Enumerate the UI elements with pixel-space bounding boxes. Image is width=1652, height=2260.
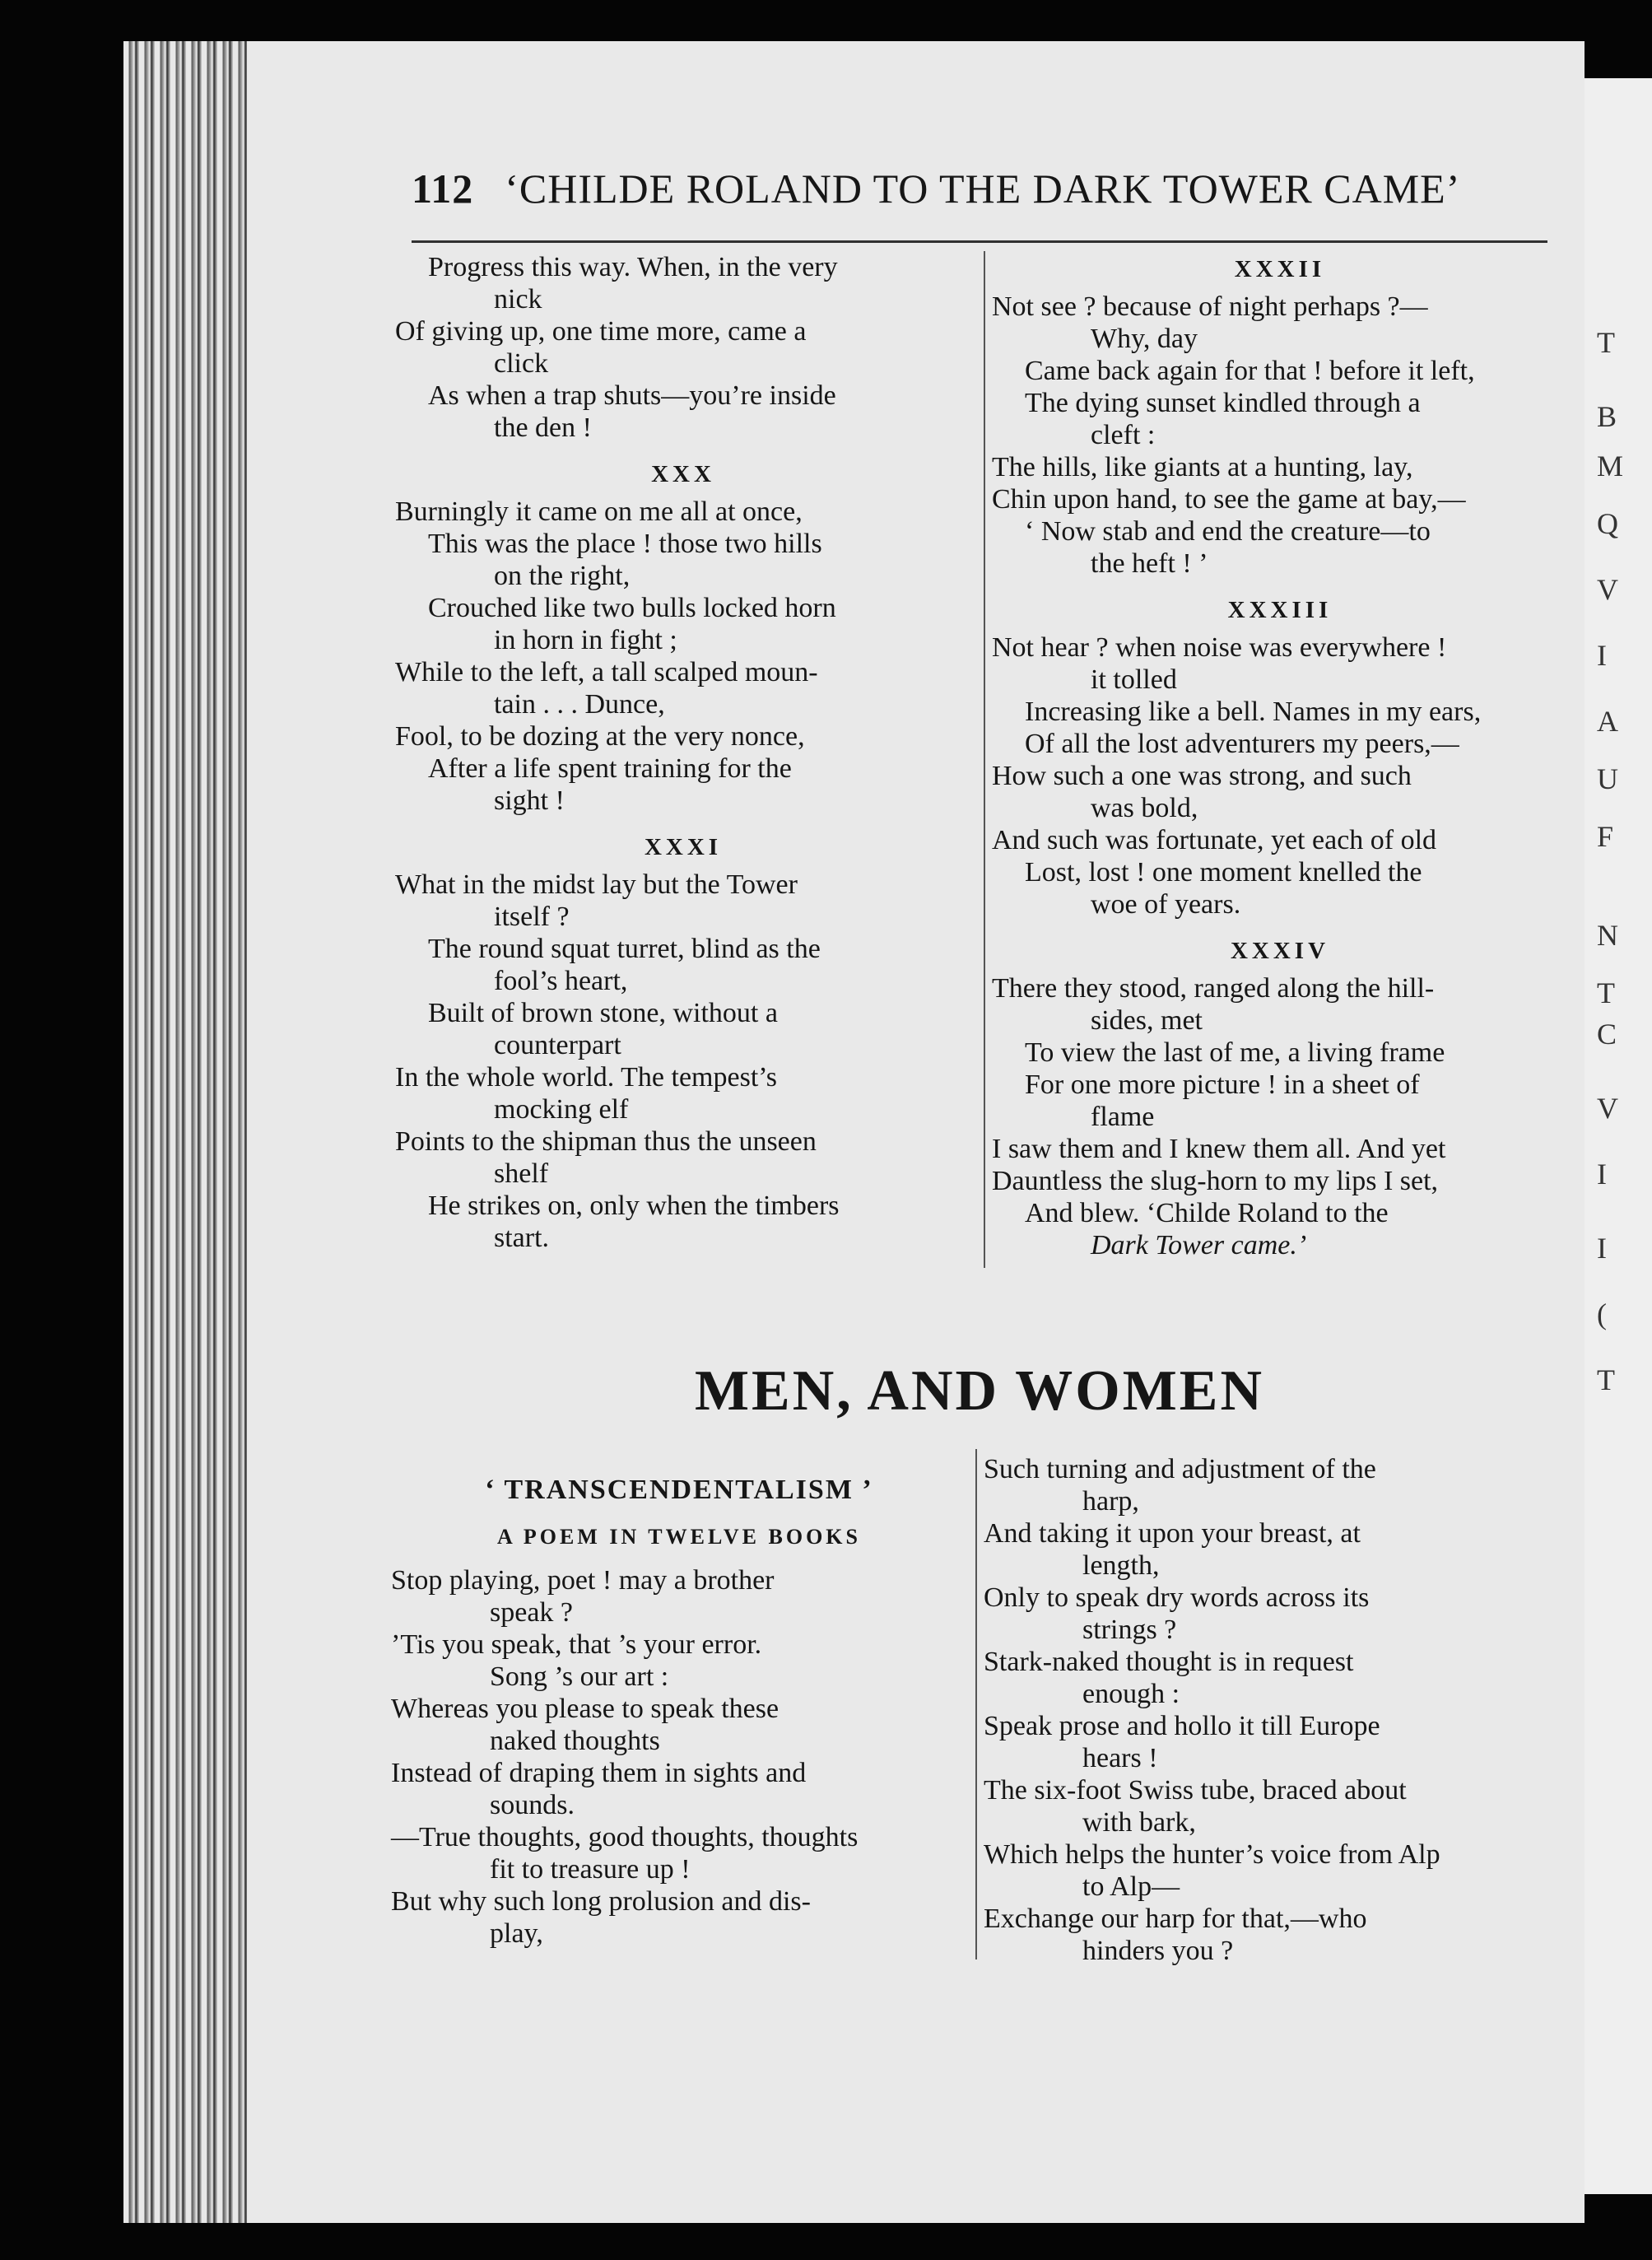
poem-left-column bbox=[391, 1474, 967, 1950]
verse-line: fit to treasure up ! bbox=[490, 1854, 691, 1885]
verse-line: Built of brown stone, without a bbox=[428, 998, 778, 1028]
verse-line: The dying sunset kindled through a bbox=[1025, 388, 1421, 418]
verse-line: click bbox=[494, 348, 549, 379]
section-title: MEN, AND WOMEN bbox=[694, 1359, 1265, 1423]
facing-page-letter: T bbox=[1597, 326, 1615, 359]
stanza-number: XXXIV bbox=[1230, 938, 1330, 964]
verse-line: Only to speak dry words across its bbox=[984, 1582, 1370, 1613]
verse-line: Lost, lost ! one moment knelled the bbox=[1025, 857, 1422, 888]
verse-line: Instead of draping them in sights and bbox=[391, 1758, 807, 1788]
verse-line: —True thoughts, good thoughts, thoughts bbox=[391, 1822, 859, 1852]
verse-line: hears ! bbox=[1082, 1743, 1158, 1773]
verse-line: ’Tis you speak, that ’s your error. bbox=[391, 1629, 762, 1660]
verse-line: enough : bbox=[1082, 1679, 1180, 1709]
verse-line: tain . . . Dunce, bbox=[494, 689, 665, 720]
verse-line: Chin upon hand, to see the game at bay,— bbox=[992, 484, 1466, 515]
verse-line: Stop playing, poet ! may a brother bbox=[391, 1565, 775, 1596]
facing-page-letter: C bbox=[1597, 1018, 1617, 1051]
verse-line: Burningly it came on me all at once, bbox=[395, 496, 803, 527]
verse-line: For one more picture ! in a sheet of bbox=[1025, 1069, 1420, 1100]
stanza-number: XXXI bbox=[644, 834, 723, 860]
verse-line: cleft : bbox=[1091, 420, 1156, 450]
verse-line: I saw them and I knew them all. And yet bbox=[992, 1134, 1446, 1164]
verse-line: How such a one was strong, and such bbox=[992, 761, 1412, 791]
verse-line: The hills, like giants at a hunting, lay, bbox=[992, 452, 1413, 482]
verse-line: in horn in fight ; bbox=[494, 625, 677, 655]
poem-right-column bbox=[984, 1453, 1560, 1967]
running-title: ‘CHILDE ROLAND TO THE DARK TOWER CAME’ bbox=[505, 165, 1461, 212]
verse-line: length, bbox=[1082, 1550, 1160, 1581]
verse-line: itself ? bbox=[494, 902, 570, 932]
verse-line: mocking elf bbox=[494, 1094, 629, 1125]
left-column-top bbox=[395, 251, 971, 1254]
verse-line: And blew. ‘Childe Roland to the bbox=[1025, 1198, 1389, 1228]
verse-line: And taking it upon your breast, at bbox=[984, 1518, 1361, 1549]
facing-page-letter: T bbox=[1597, 1363, 1615, 1396]
verse-line: Such turning and adjustment of the bbox=[984, 1454, 1376, 1484]
verse-line: Speak prose and hollo it till Europe bbox=[984, 1711, 1380, 1741]
verse-line: to Alp— bbox=[1082, 1871, 1180, 1902]
verse-line: play, bbox=[490, 1918, 543, 1949]
verse-line: counterpart bbox=[494, 1030, 621, 1060]
poem-subtitle: A POEM IN TWELVE BOOKS bbox=[497, 1525, 861, 1549]
verse-line: There they stood, ranged along the hill- bbox=[992, 973, 1435, 1004]
verse-line: Not hear ? when noise was everywhere ! bbox=[992, 632, 1447, 663]
verse-line: In the whole world. The tempest’s bbox=[395, 1062, 777, 1093]
verse-line: Stark-naked thought is in request bbox=[984, 1647, 1354, 1677]
verse-line: the heft ! ’ bbox=[1091, 548, 1208, 579]
verse-line: Increasing like a bell. Names in my ears, bbox=[1025, 697, 1482, 727]
facing-page-letter: U bbox=[1597, 762, 1618, 795]
stanza-number: XXX bbox=[651, 461, 715, 487]
verse-line: Came back again for that ! before it left, bbox=[1025, 356, 1475, 386]
verse-line: sounds. bbox=[490, 1790, 575, 1820]
verse-line: sight ! bbox=[494, 785, 565, 816]
verse-line: Fool, to be dozing at the very nonce, bbox=[395, 721, 805, 752]
verse-line: What in the midst lay but the Tower bbox=[395, 869, 798, 900]
stanza-number: XXXIII bbox=[1227, 597, 1333, 623]
verse-line: Of giving up, one time more, came a bbox=[395, 316, 807, 347]
facing-page-letter: I bbox=[1597, 1158, 1607, 1191]
verse-line: shelf bbox=[494, 1158, 549, 1189]
verse-line: ‘ Now stab and end the creature—to bbox=[1025, 516, 1431, 547]
verse-line: And such was fortunate, yet each of old bbox=[992, 825, 1437, 855]
facing-page-letter: I bbox=[1597, 639, 1607, 672]
verse-line: naked thoughts bbox=[490, 1726, 660, 1756]
verse-line: it tolled bbox=[1091, 664, 1177, 695]
verse-line: But why such long prolusion and dis- bbox=[391, 1886, 811, 1917]
verse-line: sides, met bbox=[1091, 1005, 1203, 1036]
verse-line: Of all the lost adventurers my peers,— bbox=[1025, 729, 1459, 759]
verse-line: Dauntless the slug-horn to my lips I set, bbox=[992, 1166, 1439, 1196]
verse-line: Not see ? because of night perhaps ?— bbox=[992, 291, 1428, 322]
verse-line: While to the left, a tall scalped moun- bbox=[395, 657, 818, 687]
verse-line: To view the last of me, a living frame bbox=[1025, 1037, 1445, 1068]
verse-line: harp, bbox=[1082, 1486, 1139, 1517]
poem-title: ‘ TRANSCENDENTALISM ’ bbox=[485, 1475, 873, 1505]
verse-line: woe of years. bbox=[1091, 889, 1241, 920]
verse-line: After a life spent training for the bbox=[428, 753, 792, 784]
facing-page-letter: M bbox=[1597, 450, 1624, 482]
verse-line: fool’s heart, bbox=[494, 966, 628, 996]
book-spine-edge bbox=[123, 41, 263, 2223]
verse-line: The round squat turret, blind as the bbox=[428, 934, 821, 964]
facing-page-letter: N bbox=[1597, 919, 1618, 952]
facing-page-edge bbox=[1585, 78, 1652, 2194]
verse-line: was bold, bbox=[1091, 793, 1198, 823]
verse-line: Points to the shipman thus the unseen bbox=[395, 1126, 817, 1157]
verse-line: Exchange our harp for that,—who bbox=[984, 1904, 1367, 1934]
verse-line: The six-foot Swiss tube, braced about bbox=[984, 1775, 1407, 1806]
verse-line: Progress this way. When, in the very bbox=[428, 252, 838, 282]
verse-line: speak ? bbox=[490, 1597, 574, 1628]
verse-line: start. bbox=[494, 1223, 550, 1253]
verse-line: on the right, bbox=[494, 561, 631, 591]
verse-line: nick bbox=[494, 284, 542, 315]
page-number: 112 bbox=[412, 165, 474, 212]
verse-line: This was the place ! those two hills bbox=[428, 529, 822, 559]
facing-page-letter: ( bbox=[1597, 1298, 1607, 1330]
verse-line: Song ’s our art : bbox=[490, 1661, 669, 1692]
facing-page-letter: F bbox=[1597, 820, 1614, 853]
verse-line: with bark, bbox=[1082, 1807, 1196, 1838]
running-header bbox=[412, 165, 1547, 222]
facing-page-letter: T bbox=[1597, 976, 1615, 1009]
column-divider-bottom bbox=[975, 1449, 977, 1959]
verse-line: He strikes on, only when the timbers bbox=[428, 1191, 840, 1221]
right-column-top bbox=[992, 239, 1568, 1261]
verse-line: Why, day bbox=[1091, 324, 1198, 354]
verse-line: Whereas you please to speak these bbox=[391, 1694, 779, 1724]
verse-line: flame bbox=[1091, 1102, 1155, 1132]
column-divider-top bbox=[984, 251, 985, 1268]
verse-line: strings ? bbox=[1082, 1615, 1177, 1645]
facing-page-letter: B bbox=[1597, 400, 1617, 433]
verse-line: hinders you ? bbox=[1082, 1936, 1234, 1966]
verse-line: As when a trap shuts—you’re inside bbox=[428, 380, 836, 411]
facing-page-letter: A bbox=[1597, 705, 1618, 738]
facing-page-letter: I bbox=[1597, 1232, 1607, 1265]
verse-line: Crouched like two bulls locked horn bbox=[428, 593, 836, 623]
verse-line: Dark Tower came.’ bbox=[1091, 1230, 1307, 1260]
facing-page-letter: V bbox=[1597, 1092, 1618, 1125]
facing-page-letter: Q bbox=[1597, 507, 1618, 540]
verse-line: Which helps the hunter’s voice from Alp bbox=[984, 1839, 1440, 1870]
stanza-number: XXXII bbox=[1234, 256, 1326, 282]
facing-page-letter: V bbox=[1597, 573, 1618, 606]
verse-line: the den ! bbox=[494, 412, 592, 443]
